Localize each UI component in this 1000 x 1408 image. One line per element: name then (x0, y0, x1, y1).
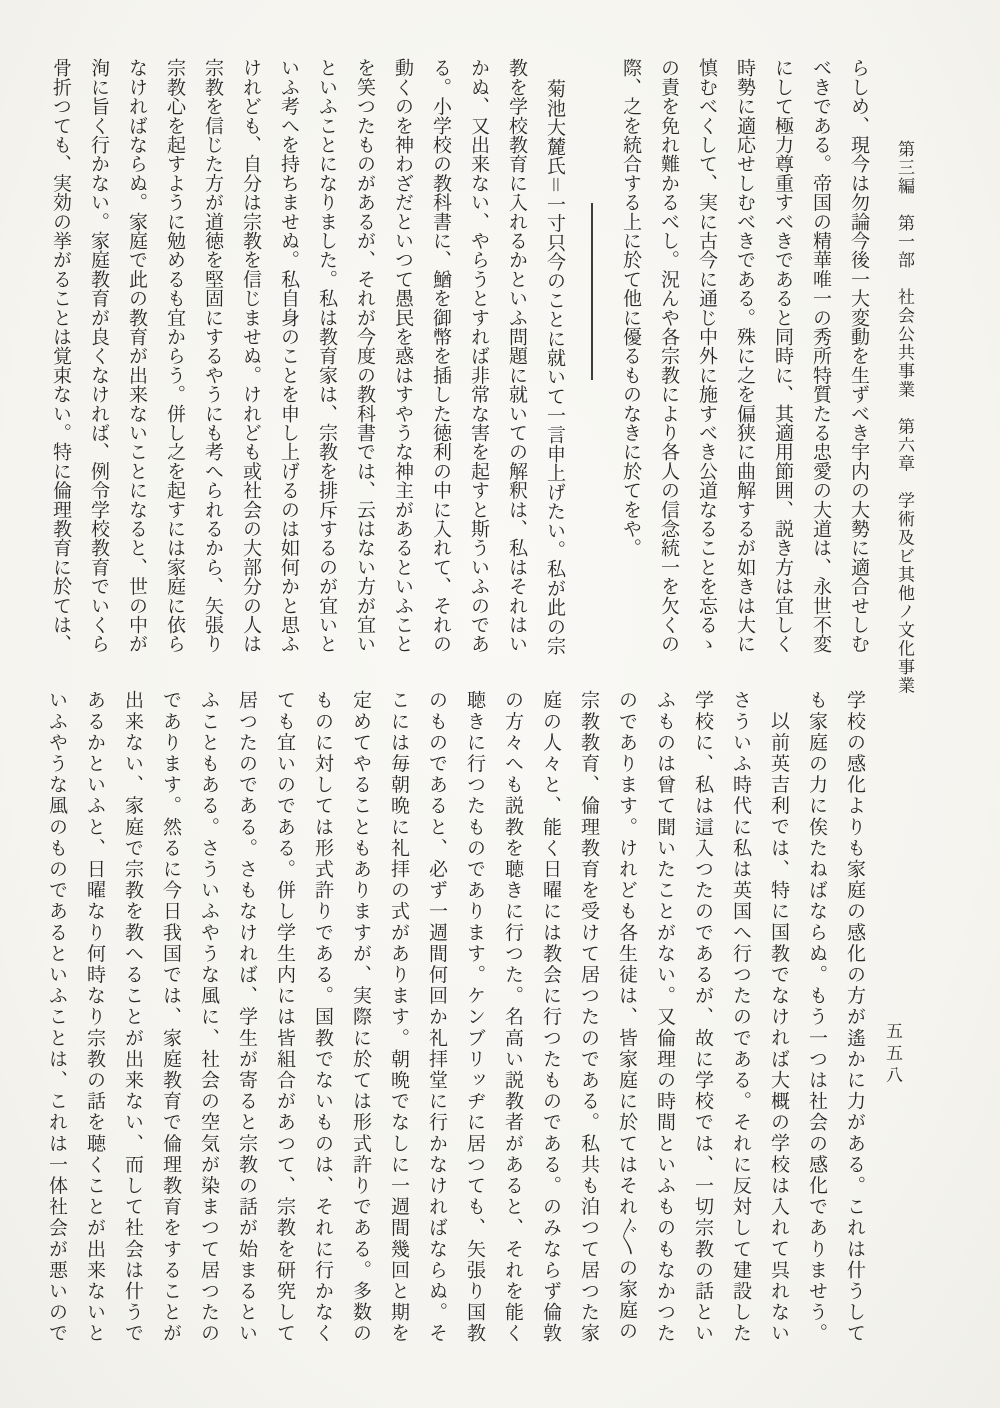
text-column: であります。然るに今日我国では、家庭教育で倫理教育をすることが (160, 690, 182, 1345)
text-column: のものであると、必ず一週間何回か礼拝堂に行かなければならぬ。そ (426, 690, 448, 1345)
text-column: 庭の人々と、能く日曜には教会に行つたものである。のみならず倫敦 (540, 690, 562, 1345)
text-column: 洵に旨く行かない。家庭教育が良くなければ、例令学校教育でいくら (88, 58, 110, 654)
text-column: 時勢に適応せしむべきである。殊に之を偏狭に曲解するが如きは大に (734, 58, 756, 654)
running-header: 第三編 第一部 社会公共事業 第六章 学術及ビ其他ノ文化事業 (894, 140, 914, 695)
text-column: らしめ、現今は勿論今後一大変動を生ずべき宇内の大勢に適合せしむ (848, 58, 870, 654)
text-column: のであります。けれども各生徒は、皆家庭に於てはそれ〴〵の家庭の (616, 690, 638, 1342)
text-column: 宗教を信じた方が道徳を堅固にするやうにも考へられるから、矢張り (202, 58, 224, 654)
text-column: 宗教心を起すように勉めるも宜からう。併し之を起すには家庭に依ら (164, 58, 186, 654)
text-column: 出来ない、家庭で宗教を教へることが出来ない、而して社会は什うで (122, 690, 144, 1345)
text-column: いふ考へを持ちませぬ。私自身のことを申し上げるのは如何かと思ふ (278, 58, 300, 654)
text-column: いふやうな風のものであるといふことは、これは一体社会が悪いので (46, 690, 68, 1345)
text-column: の責を免れ難かるべし。況んや各宗教により各人の信念統一を欠くの (658, 58, 680, 654)
text-column: 骨折つても、実効の挙がることは覚束ない。特に倫理教育に於ては、 (50, 58, 72, 654)
text-column: を笑つたものがあるが、それが今度の教科書では、云はない方が宜い (354, 58, 376, 654)
top-text-block (32, 58, 868, 654)
text-column: ものに対しては形式許りである。国教でないものは、それに行かなく (312, 690, 334, 1345)
text-column: にして極力尊重すべきであると同時に、其適用節囲、説き方は宜しく (772, 58, 794, 654)
section-divider (583, 58, 602, 654)
text-column: さういふ時代に私は英国へ行つたのである。それに反対して建設した (730, 690, 752, 1345)
text-column: ふものは曾て聞いたことがない。又倫理の時間といふものもなかつた (654, 690, 676, 1345)
text-column: ても宜いのである。併し学生内には皆組合があつて、宗教を研究して (274, 690, 296, 1345)
text-column: あるかといふと、日曜なり何時なり宗教の話を聴くことが出来ないと (84, 690, 106, 1345)
text-column: 宗教教育、倫理教育を受けて居つたのである。私共も泊つて居つた家 (578, 690, 600, 1345)
bottom-text-block (28, 690, 864, 1346)
text-column: 聴きに行つたものであります。ケンブリッヂに居つても、矢張り国教 (464, 690, 486, 1345)
text-column: べきである。帝国の精華唯一の秀所特質たる忠愛の大道は、永世不変 (810, 58, 832, 654)
text-column: こには毎朝晩に礼拝の式があります。朝晩でなしに一週間幾回と期を (388, 690, 410, 1345)
text-column: ふこともある。さういふやうな風に、社会の空気が染まつて居つたの (198, 690, 220, 1345)
divider-line (591, 203, 593, 380)
text-column: 定めてやることもありますが、実際に於ては形式許りである。多数の (350, 690, 372, 1345)
text-column: 学校に、私は這入つたのであるが、故に学校では、一切宗教の話とい (692, 690, 714, 1345)
page-number: 五五八 (882, 1022, 902, 1088)
text-column: 慎むべくして、実に古今に通じ中外に施すべき公道なることを忘るゝ (696, 58, 718, 654)
text-column: 動くのを神わざだといつて愚民を惑はすやうな神主があるといふこと (392, 58, 414, 654)
text-column: なければならぬ。家庭で此の教育が出来ないことになると、世の中が (126, 58, 148, 654)
text-column: 教を学校教育に入れるかといふ問題に就いての解釈は、私はそれはい (506, 58, 528, 654)
text-column: 以前英吉利では、特に国教でなければ大概の学校は入れて呉れない (768, 711, 790, 1344)
text-column: も家庭の力に俟たねばならぬ。もう一つは社会の感化でありませう。 (806, 690, 828, 1345)
text-column: 居つたのである。さもなければ、学生が寄ると宗教の話が始まるとい (236, 690, 258, 1345)
text-column: かぬ、又出来ない、やらうとすれば非常な害を起すと斯ういふのであ (468, 58, 490, 654)
text-column: 際、之を統合する上に於て他に優るものなきに於てをや。 (620, 58, 642, 558)
text-column: といふことになりました。私は教育家は、宗教を排斥するのが宜いと (316, 58, 338, 654)
text-column: けれども、自分は宗教を信じませぬ。けれども或社会の大部分の人は (240, 58, 262, 654)
text-column: 菊池大麓氏＝一寸只今のことに就いて一言申上げたい。私が此の宗 (544, 79, 566, 655)
text-column: の方々へも説教を聴きに行つた。名高い説教者があると、それを能く (502, 690, 524, 1345)
text-column: る。小学校の教科書に、鰌を御幣を插した徳利の中に入れて、それの (430, 58, 452, 654)
text-column: 学校の感化よりも家庭の感化の方が遙かに力がある。これは什うして (844, 690, 866, 1345)
